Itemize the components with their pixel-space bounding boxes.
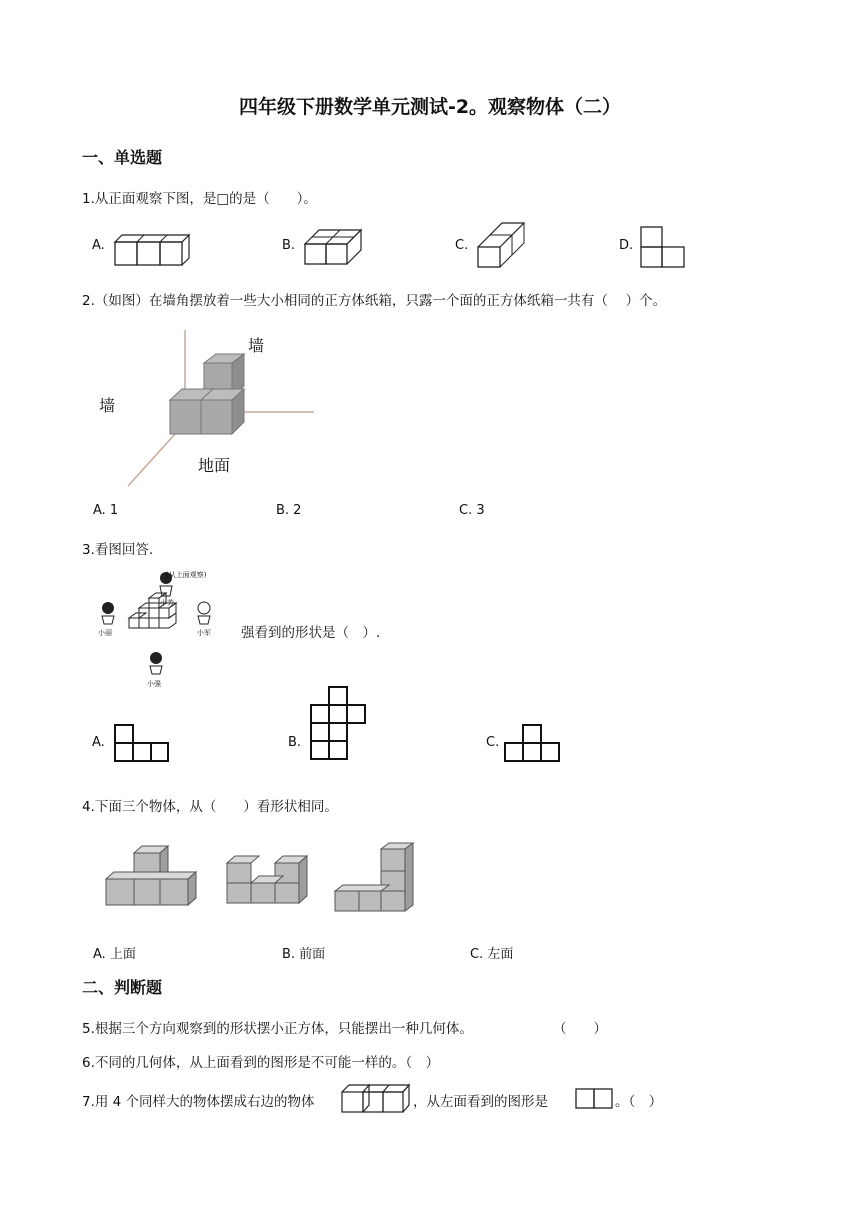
- q3-option-a-figure: [114, 724, 170, 764]
- q1-option-a-figure: [114, 234, 190, 266]
- q1-option-c-label: C.: [455, 238, 469, 253]
- question-7-text-a: 7.用 4 个同样大的物体摆成右边的物体: [82, 1094, 315, 1110]
- q1-option-c-figure: [477, 222, 525, 268]
- question-7-text-c: 。（ ）: [615, 1094, 663, 1110]
- q3-label-li: 小丽: [98, 629, 112, 637]
- page-title: 四年级下册数学单元测试-2。观察物体（二）: [238, 96, 622, 118]
- q4-option-a: A. 上面: [93, 947, 136, 962]
- section-heading-true-false: 二、判断题: [82, 978, 163, 997]
- q1-option-a-label: A.: [92, 238, 105, 253]
- q2-label-wall-left: 墙: [99, 396, 116, 415]
- q3-label-jun: 小军: [197, 629, 211, 637]
- question-5-text: 5.根据三个方向观察到的形状摆小正方体，只能摆出一种几何体。: [82, 1021, 473, 1037]
- question-1-text: 1.从正面观察下图，是□的是（ ）。: [82, 191, 317, 207]
- q2-option-b: B. 2: [276, 503, 302, 518]
- question-3-text: 3.看图回答.: [82, 542, 154, 558]
- q3-option-a-label: A.: [92, 735, 105, 750]
- q3-label-top-note: (从上面观察): [166, 571, 207, 579]
- section-heading-single-choice: 一、单选题: [82, 148, 163, 167]
- q3-label-qiang: 小强: [147, 680, 161, 688]
- q1-option-d-figure: [640, 226, 686, 268]
- q3-option-c-figure: [504, 724, 562, 764]
- q2-option-c: C. 3: [459, 503, 485, 518]
- question-6-text: 6.不同的几何体，从上面看到的图形是不可能一样的。（ ）: [82, 1055, 440, 1071]
- q2-label-floor: 地面: [198, 456, 231, 475]
- q7-object-figure: [341, 1084, 413, 1114]
- question-7-text-b: ，从左面看到的图形是: [413, 1094, 548, 1110]
- q4-option-b: B. 前面: [282, 947, 326, 962]
- question-5-blank: （ ）: [553, 1021, 607, 1037]
- q3-option-c-label: C.: [486, 735, 500, 750]
- q4-object-2: [225, 855, 309, 905]
- q1-option-d-label: D.: [619, 238, 634, 253]
- q3-option-b-label: B.: [288, 735, 302, 750]
- q4-object-1: [104, 845, 200, 907]
- q1-option-b-label: B.: [282, 238, 296, 253]
- q2-option-a: A. 1: [93, 503, 119, 518]
- q3-caption: 强看到的形状是（ ）.: [241, 625, 381, 641]
- question-4-text: 4.下面三个物体，从（ ）看形状相同。: [82, 799, 338, 815]
- q2-label-wall-top: 墙: [248, 336, 265, 355]
- q7-left-view-figure: [575, 1088, 615, 1110]
- q1-option-b-figure: [304, 228, 362, 266]
- q3-option-b-figure: [310, 686, 368, 768]
- q4-object-3: [333, 842, 417, 914]
- q3-observers-figure: [94, 566, 244, 690]
- question-2-text: 2.（如图）在墙角摆放着一些大小相同的正方体纸箱，只露一个面的正方体纸箱一共有（ ）个。: [82, 293, 667, 309]
- q3-label-fang: 小芳: [160, 599, 174, 607]
- q4-option-c: C. 左面: [470, 947, 514, 962]
